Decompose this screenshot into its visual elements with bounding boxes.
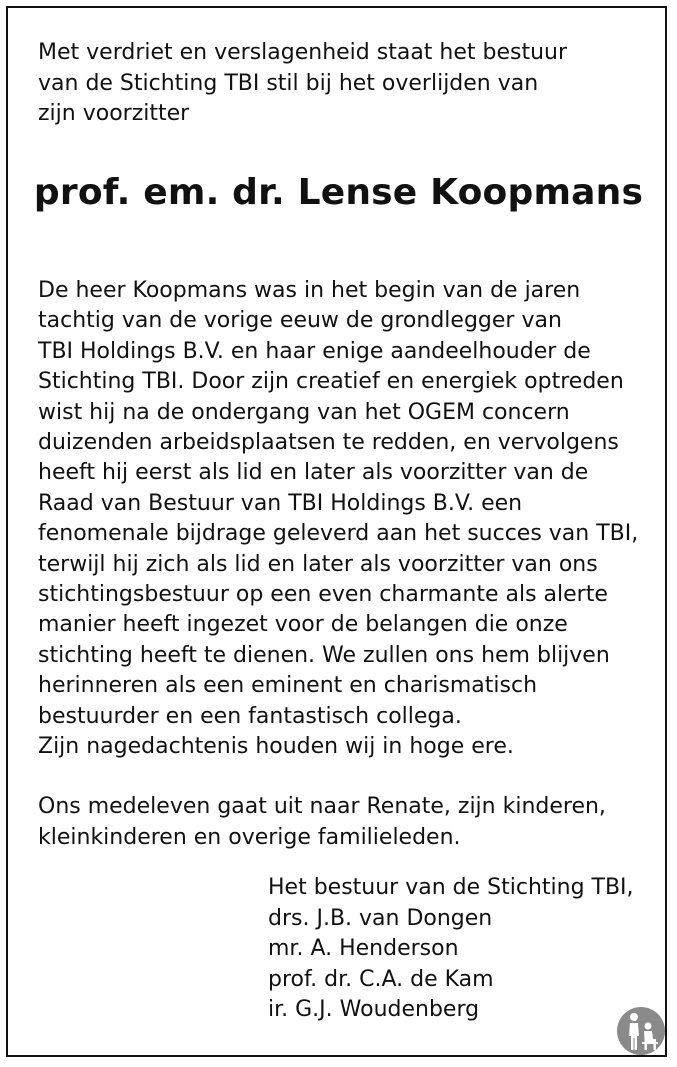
tribute-paragraph — [38, 276, 658, 763]
tribute-line: stichtingsbestuur op een even charmante als alerte — [38, 582, 608, 608]
tribute-line: bestuurder en een fantastisch collega. — [38, 703, 462, 729]
condolence-line: kleinkinderen en overige familieleden. — [38, 824, 461, 850]
tribute-line: manier heeft ingezet voor de belangen die onze — [38, 612, 568, 638]
condolence-paragraph — [38, 792, 658, 853]
signature-line: drs. J.B. van Dongen — [268, 905, 493, 931]
tribute-line: stichting heeft te dienen. We zullen ons hem blijven — [38, 642, 610, 668]
tribute-line: fenomenale bijdrage geleverd aan het succes van TBI, — [38, 521, 639, 547]
signature-line: prof. dr. C.A. de Kam — [268, 966, 494, 992]
intro-line: Met verdriet en verslagenheid staat het bestuur — [38, 40, 568, 65]
tribute-line: duizenden arbeidsplaatsen te redden, en vervolgens — [38, 430, 619, 456]
signature-block — [268, 873, 648, 1026]
tribute-line: Raad van Bestuur van TBI Holdings B.V. een — [38, 490, 523, 516]
condolence-line: Ons medeleven gaat uit naar Renate, zijn kinderen, — [38, 794, 606, 819]
tribute-line: Zijn nagedachtenis houden wij in hoge ere. — [38, 734, 514, 760]
signature-line: ir. G.J. Woudenberg — [268, 997, 480, 1022]
intro-line: zijn voorzitter — [38, 101, 190, 126]
tribute-line: tachtig van de vorige eeuw de grondlegger van — [38, 308, 562, 334]
tribute-line: wist hij na de ondergang van het OGEM concern — [38, 399, 570, 425]
tribute-line: heeft hij eerst als lid en later als voorzitter van de — [38, 460, 589, 486]
intro-paragraph — [38, 38, 658, 130]
tribute-line: herinneren als een eminent en charismatisch — [38, 673, 538, 699]
memorial-figure-icon — [616, 1006, 666, 1056]
signature-line: mr. A. Henderson — [268, 936, 459, 961]
tribute-line: Stichting TBI. Door zijn creatief en energiek optreden — [38, 369, 624, 395]
intro-line: van de Stichting TBI stil bij het overlijden van — [38, 70, 539, 96]
signature-line: Het bestuur van de Stichting TBI, — [268, 875, 634, 900]
tribute-line: TBI Holdings B.V. en haar enige aandeelhouder de — [38, 338, 591, 364]
deceased-name: prof. em. dr. Lense Koopmans — [33, 172, 644, 213]
tribute-line: De heer Koopmans was in het begin van de jaren — [38, 278, 581, 303]
tribute-line: terwijl hij zich als lid en later als voorzitter van ons — [38, 551, 598, 577]
